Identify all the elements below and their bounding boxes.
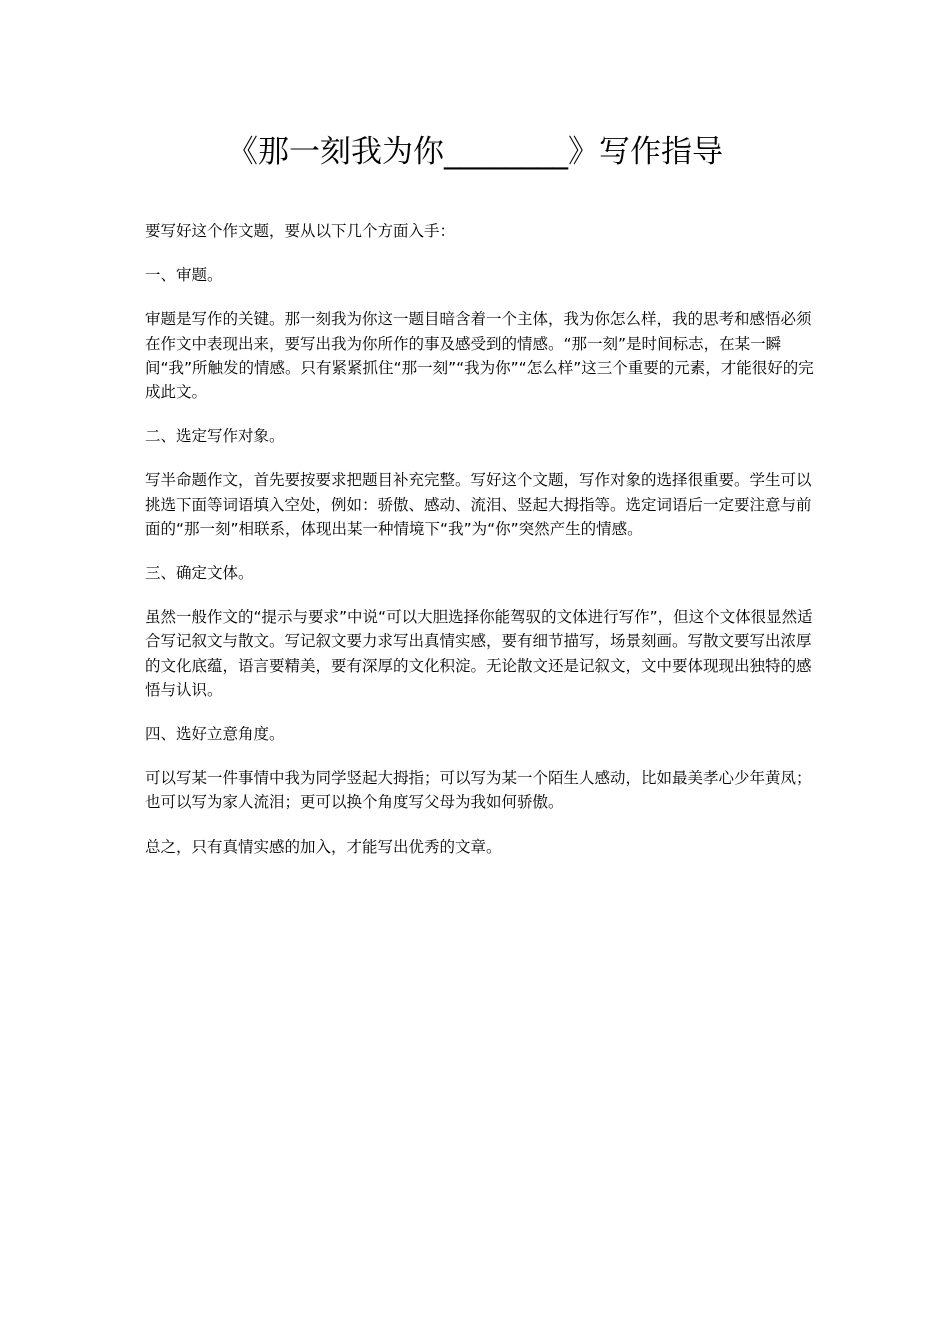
section-4-paragraph: 可以写某一件事情中我为同学竖起大拇指；可以写为某一个陌生人感动，比如最美孝心少年黄凤；也可以写为家人流泪；更可以换个角度写父母为我如何骄傲。 [145,769,812,812]
conclusion-paragraph: 总之，只有真情实感的加入，才能写出优秀的文章。 [145,837,502,856]
section-2-paragraph: 写半命题作文，首先要按要求把题目补充完整。写好这个文题，写作对象的选择很重要。学生可以挑选下面等词语填入空处，例如：骄傲、感动、流泪、竖起大拇指等。选定词语后一定要注意与前面的“那一刻”相联系，体现出某一种情境下“我”为“你”突然产生的情感。 [145,471,812,538]
section-heading-2: 二、选定写作对象。 [145,427,285,446]
section-heading-4: 四、选好立意角度。 [145,725,285,744]
section-heading-3: 三、确定文体。 [145,564,254,583]
document-title: 《那一刻我为你________》写作指导 [227,134,723,170]
section-1-paragraph: 审题是写作的关键。那一刻我为你这一题目暗含着一个主体，我为你怎么样，我的思考和感悟必须在作文中表现出来，要写出我为你所作的事及感受到的情感。“那一刻”是时间标志，在某一瞬间“我”所触发的情感。只有紧紧抓住“那一刻”“我为你”“怎么样”这三个重要的元素，才能很好的完成此文。 [145,310,814,402]
document-body [145,219,820,879]
section-heading-1: 一、审题。 [145,266,223,285]
intro-paragraph: 要写好这个作文题，要从以下几个方面入手： [145,222,456,240]
section-3-paragraph: 虽然一般作文的“提示与要求”中说“可以大胆选择你能驾驭的文体进行写作”，但这个文体很显然适合写记叙文与散文。写记叙文要力求写出真情实感，要有细节描写，场景刻画。写散文要写出浓厚的文化底蕴，语言要精美，要有深厚的文化积淀。无论散文还是记叙文，文中要体现现出独特的感悟与认识。 [145,608,813,699]
